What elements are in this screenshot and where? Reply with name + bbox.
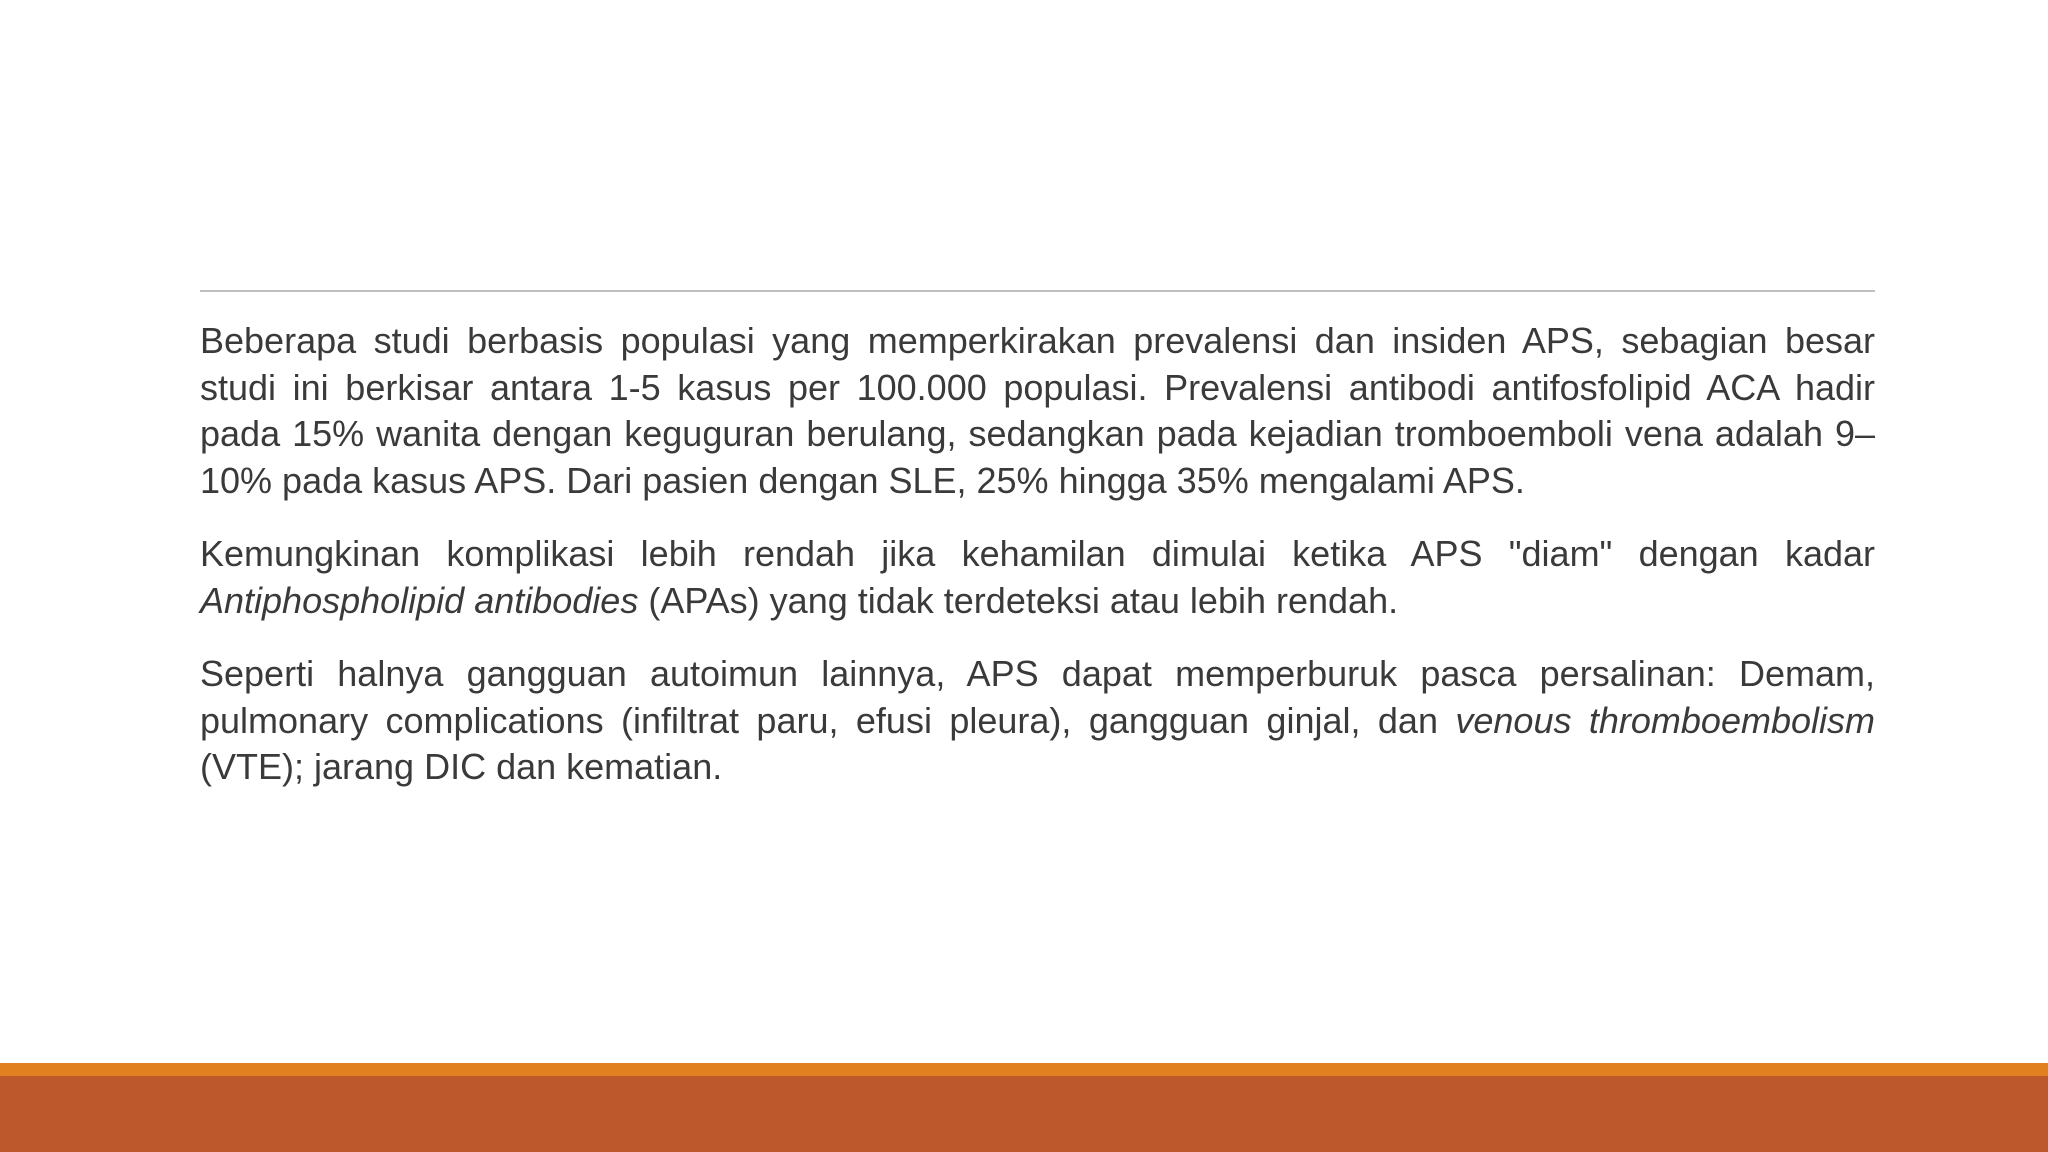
- paragraph-text: (APAs) yang tidak terdeteksi atau lebih rendah.: [638, 579, 1399, 621]
- slide-body: [200, 318, 1875, 818]
- italic-term: venous thromboembolism: [1455, 699, 1875, 741]
- paragraph-text: Seperti halnya gangguan autoimun lainnya, APS dapat memperburuk pasca persalinan: Demam, pulmonary complications (infiltrat paru, efusi pleura), gangguan ginjal, dan: [200, 653, 1875, 741]
- paragraph-text: (VTE); jarang DIC dan kematian.: [200, 746, 723, 787]
- paragraph-text: Kemungkinan komplikasi lebih rendah jika kehamilan dimulai ketika APS "diam" dengan kadar: [200, 533, 1875, 574]
- footer-band: [0, 1076, 2048, 1152]
- paragraph-postpartum: [200, 651, 1875, 791]
- italic-term: Antiphospholipid antibodies: [200, 579, 639, 621]
- paragraph-prevalence: [200, 318, 1875, 504]
- footer-accent-stripe: [0, 1063, 2048, 1076]
- paragraph-complication-risk: [200, 531, 1875, 624]
- title-divider: [200, 290, 1875, 292]
- paragraph-text: Beberapa studi berbasis populasi yang memperkirakan prevalensi dan insiden APS, sebagian besar studi ini berkisar antara 1-5 kasus per 100.000 populasi. Prevalensi antibodi antifosfolipid ACA hadir pada 15% wanita dengan keguguran berulang, sedangkan pada kejadian tromboemboli vena adalah 9–10% pada kasus APS. Dari pasien dengan SLE, 25% hingga 35% mengalami APS.: [200, 320, 1875, 501]
